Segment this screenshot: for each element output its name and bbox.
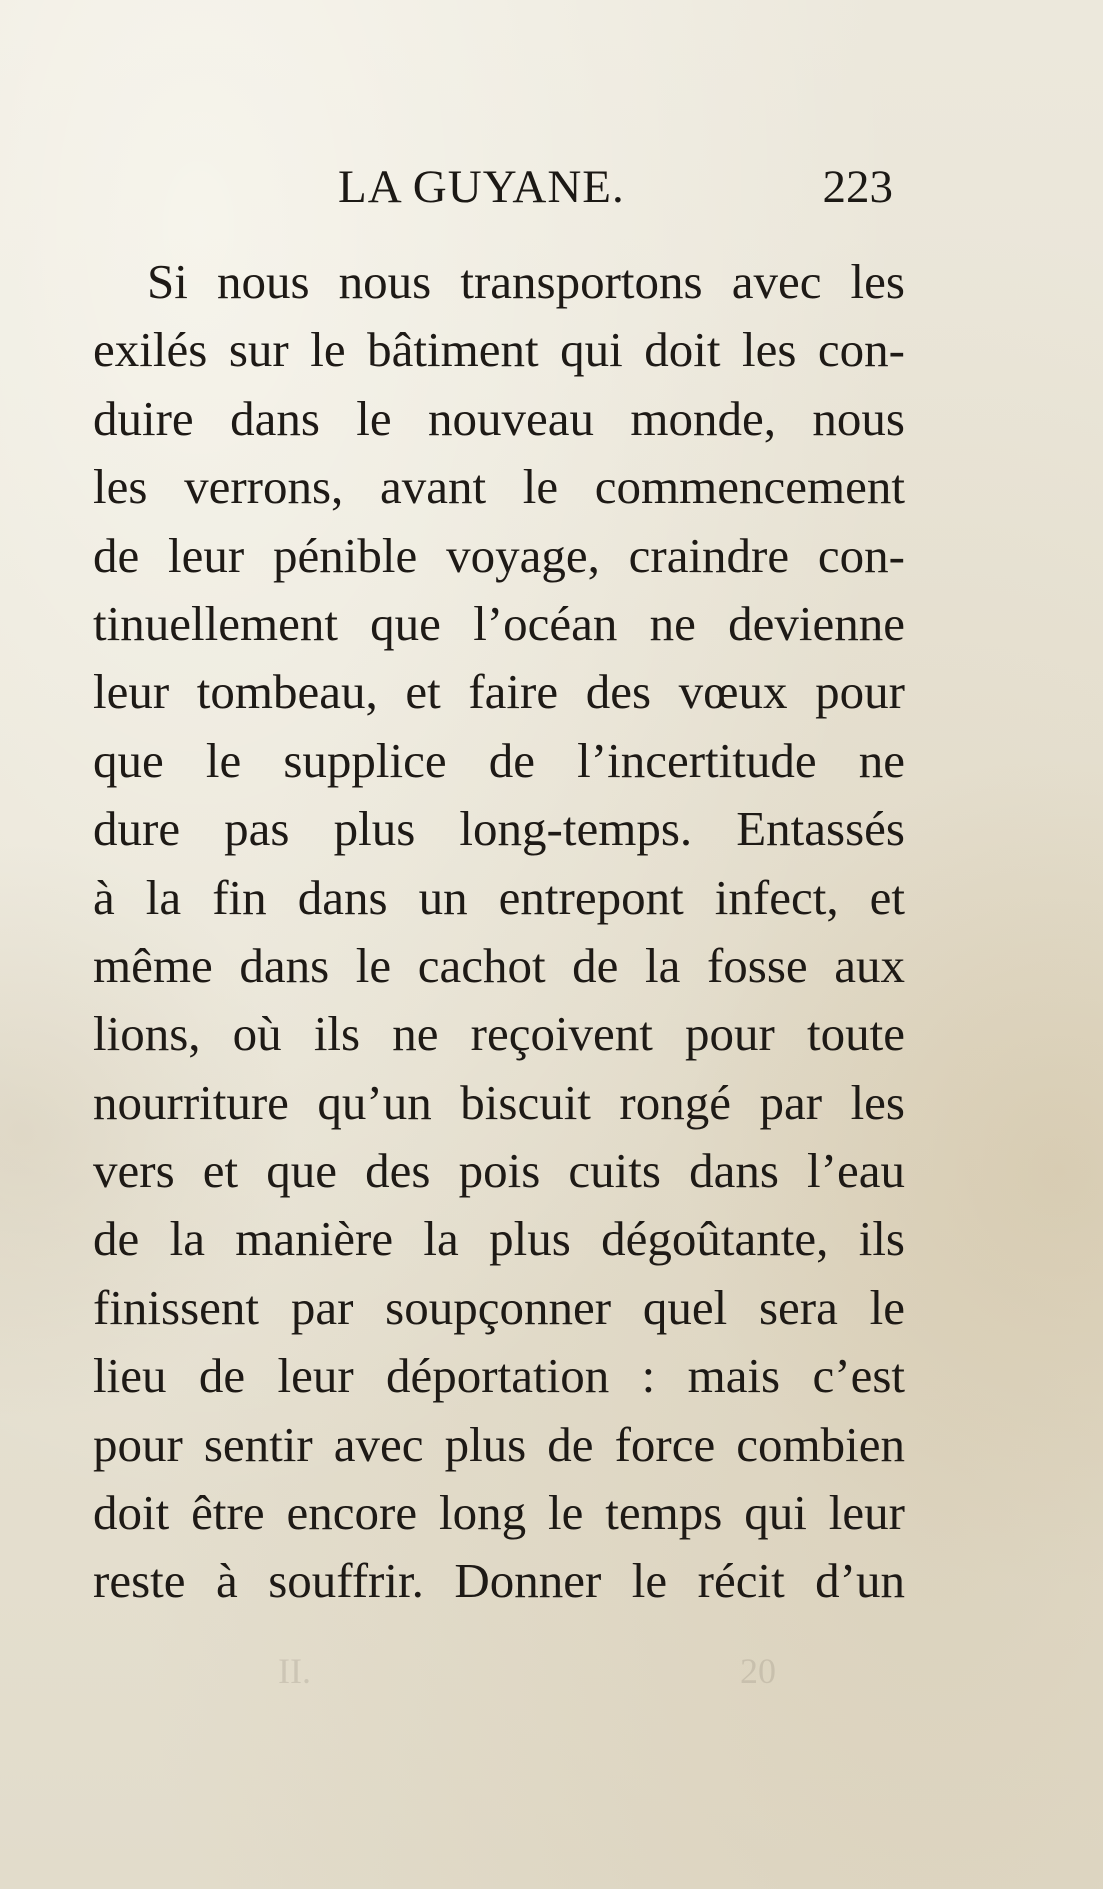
text-line: exilés sur le bâtiment qui doit les con-: [93, 322, 905, 378]
show-through-right-mark: 20: [740, 1651, 776, 1691]
text-line: nourriture qu’un biscuit rongé par les: [93, 1074, 905, 1130]
running-title: LA GUYANE.: [338, 161, 625, 213]
text-line: de la manière la plus dégoûtante, ils: [93, 1211, 905, 1267]
text-line: à la fin dans un entrepont infect, et: [93, 869, 905, 925]
text-line: même dans le cachot de la fosse aux: [93, 937, 905, 993]
text-line: tinuellement que l’océan ne devienne: [93, 595, 905, 651]
page-number: 223: [822, 161, 893, 213]
text-line: lions, où ils ne reçoivent pour toute: [93, 1006, 905, 1062]
text-line: reste à souffrir. Donner le récit d’un: [93, 1553, 905, 1609]
text-line: que le supplice de l’incertitude ne: [93, 732, 905, 788]
text-line: leur tombeau, et faire des vœux pour: [93, 664, 905, 720]
text-line: les verrons, avant le commencement: [93, 459, 905, 515]
text-line: doit être encore long le temps qui leur: [93, 1485, 905, 1541]
text-line: Si nous nous transportons avec les: [147, 254, 905, 309]
text-line: dure pas plus long-temps. Entassés: [93, 801, 905, 857]
text-line: finissent par soupçonner quel sera le: [93, 1279, 905, 1335]
text-line: pour sentir avec plus de force combien: [93, 1416, 905, 1472]
page-header: [0, 160, 1103, 220]
show-through-left-mark: II.: [278, 1651, 311, 1691]
text-line: lieu de leur déportation : mais c’est: [93, 1348, 905, 1404]
text-line: vers et que des pois cuits dans l’eau: [93, 1143, 905, 1199]
text-line: duire dans le nouveau monde, nous: [93, 390, 905, 446]
body-text: [93, 248, 905, 1616]
text-line: de leur pénible voyage, craindre con-: [93, 527, 905, 583]
show-through-marks: [0, 1640, 1103, 1720]
